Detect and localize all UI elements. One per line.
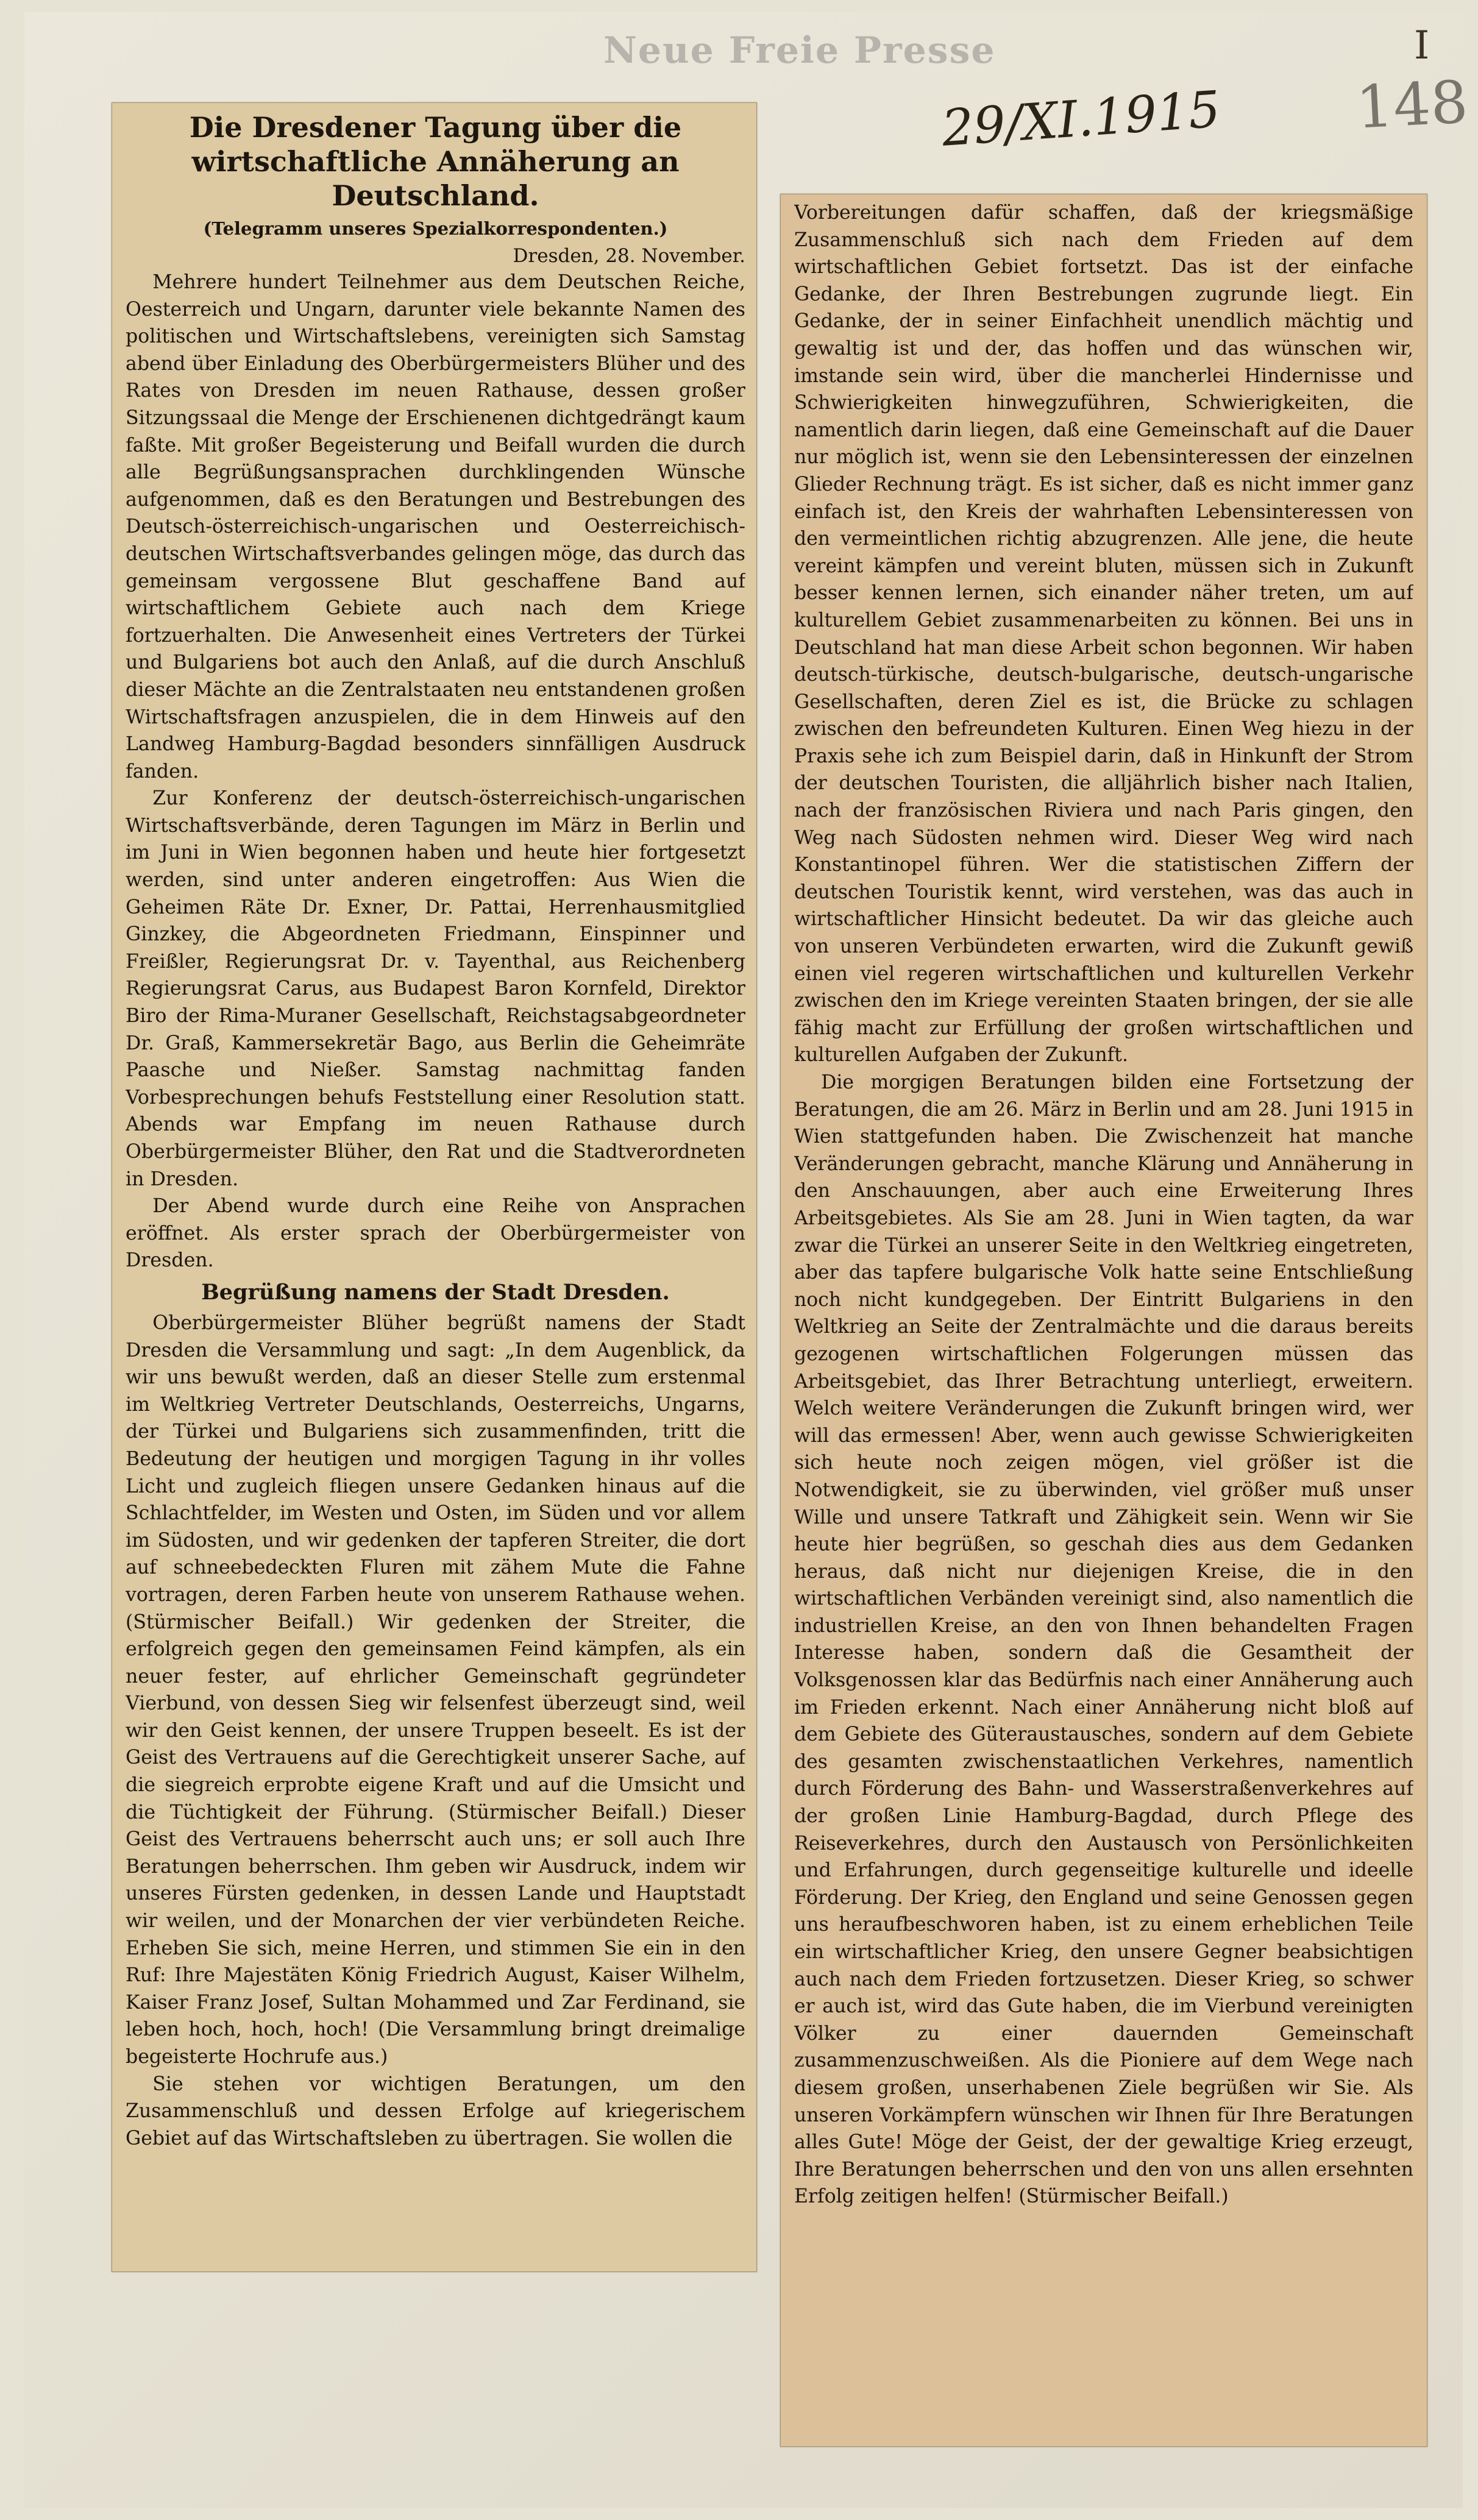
clipping-left-column	[112, 102, 757, 2272]
paragraph: Der Abend wurde durch eine Reihe von Ansprachen eröffnet. Als erster sprach der Oberbürgermeister von Dresden.	[126, 1195, 745, 1272]
article-dateline: Dresden, 28. November.	[513, 245, 745, 267]
paragraph: Sie stehen vor wichtigen Beratungen, um den Zusammenschluß und dessen Erfolge auf kriegerischem Gebiet auf das Wirtschaftsleben zu übertragen. Sie wollen die	[126, 2073, 745, 2149]
handwritten-roman-numeral: I	[1414, 23, 1430, 68]
newspaper-stamp: Neue Freie Presse	[603, 29, 996, 72]
paragraph: Zur Konferenz der deutsch-österreichisch-ungarischen Wirtschaftsverbände, deren Tagungen im März in Berlin und im Juni in Wien begonnen haben und heute hier fortgesetzt werden, sind unter anderen eingetroffen: Aus Wien die Geheimen Räte Dr. Exner, Dr. Pattai, Herrenhausmitglied Ginzkey, die Abgeordneten Friedmann, Einspinner und Freißler, Regierungsrat Dr. v. Tayenthal, aus Reichenberg Regierungsrat Carus, aus Budapest Baron Kornfeld, Direktor Biro der Rima-Muraner Gesellschaft, Reichstagsabgeordneter Dr. Graß, Kammersekretär Bago, aus Berlin die Geheimräte Paasche und Nießer. Samstag nachmittag fanden Vorbesprechungen behufs Feststellung einer Resolution statt. Abends war Empfang im neuen Rathause durch Oberbürgermeister Blüher, den Rat und die Stadtverordneten in Dresden.	[126, 787, 745, 1190]
article-subtitle: (Telegramm unseres Spezialkorrespondenten.)	[203, 218, 668, 239]
section-heading: Begrüßung namens der Stadt Dresden.	[201, 1279, 670, 1305]
clipping-right-column	[780, 194, 1427, 2447]
handwritten-page-number: 148	[1354, 68, 1470, 142]
right-column-content	[794, 199, 1413, 2439]
handwritten-date: 29/XI.1915	[940, 80, 1223, 158]
paragraph: Oberbürgermeister Blüher begrüßt namens der Stadt Dresden die Versammlung und sagt: „In dem Augenblick, da wir uns bewußt werden, daß an dieser Stelle zum erstenmal im Weltkrieg Vertreter Deutschlands, Oesterreichs, Ungarns, der Türkei und Bulgariens sich zusammenfinden, tritt die Bedeutung der heutigen und morgigen Tagung in ihr volles Licht und zugleich fliegen unsere Gedanken hinaus auf die Schlachtfelder, im Westen und Osten, im Süden und vor allem im Südosten, und wir gedenken der tapferen Streiter, die dort auf schneebedeckten Fluren mit zähem Mute die Fahne vortragen, deren Farben heute von unserem Rathause wehen. (Stürmischer Beifall.) Wir gedenken der Streiter, die erfolgreich gegen den gemeinsamen Feind kämpfen, als ein neuer fester, auf ehrlicher Gemeinschaft gegründeter Vierbund, von dessen Sieg wir felsenfest überzeugt sind, weil wir den Geist kennen, der unsere Truppen beseelt. Es ist der Geist des Vertrauens auf die Gerechtigkeit unserer Sache, auf die siegreich erprobte eigene Kraft und auf die Umsicht und die Tüchtigkeit der Führung. (Stürmischer Beifall.) Dieser Geist des Vertrauens beherrscht auch uns; er soll auch Ihre Beratungen beherrschen. Ihm geben wir Ausdruck, indem wir unseres Fürsten gedenken, in dessen Lande und Hauptstadt wir weilen, und der Monarchen der vier verbündeten Reiche. Erheben Sie sich, meine Herren, und stimmen Sie ein in den Ruf: Ihre Majestäten König Friedrich August, Kaiser Wilhelm, Kaiser Franz Josef, Sultan Mohammed und Zar Ferdinand, sie leben hoch, hoch, hoch! (Die Versammlung bringt dreimalige begeisterte Hochrufe aus.)	[126, 1311, 745, 2068]
paragraph: Die morgigen Beratungen bilden eine Fortsetzung der Beratungen, die am 26. März in Berlin und am 28. Juni 1915 in Wien stattgefunden haben. Die Zwischenzeit hat manche Veränderungen gebracht, manche Klärung und Annäherung in den Anschauungen, aber auch eine Erweiterung Ihres Arbeitsgebietes. Als Sie am 28. Juni in Wien tagten, da war zwar die Türkei an unserer Seite in den Weltkrieg eingetreten, aber das tapfere bulgarische Volk hatte seine Entschließung noch nicht kundgegeben. Der Eintritt Bulgariens in den Weltkrieg an Seite der Zentralmächte und die daraus bereits gezogenen wirtschaftlichen Folgerungen müssen das Arbeitsgebiet, das Ihrer Betrachtung unterliegt, erweitern. Welch weitere Veränderungen die Zukunft bringen wird, wer will das ermessen! Aber, wenn auch gewisse Schwierigkeiten sich heute noch zeigen mögen, viel größer ist die Notwendigkeit, sie zu überwinden, viel größer muß unser Wille und unsere Tatkraft und Zähigkeit sein. Wenn wir Sie heute hier begrüßen, so geschah dies aus dem Gedanken heraus, daß nicht nur diejenigen Kreise, die in den wirtschaftlichen Verbänden vereinigt sind, also namentlich die industriellen Kreise, an den von Ihnen behandelten Fragen Interesse haben, sondern daß die Gesamtheit der Volksgenossen klar das Bedürfnis nach einer Annäherung auch im Frieden erkennt. Nach einer Annäherung nicht bloß auf dem Gebiete des Güteraustausches, sondern auf dem Gebiete des gesamten zwischenstaatlichen Verkehres, namentlich durch Förderung des Bahn- und Wasserstraßenverkehres auf der großen Linie Hamburg-Bagdad, durch Pflege des Reiseverkehres, durch den Austausch von Persönlichkeiten und Erfahrungen, durch gegenseitige kulturelle und ideelle Förderung. Der Krieg, den England und seine Genossen gegen uns heraufbeschworen haben, ist zu einem erheblichen Teile ein wirtschaftlicher Krieg, den unsere Gegner beabsichtigen auch nach dem Frieden fortzusetzen. Dieser Krieg, so schwer er auch ist, wird das Gute haben, die im Vierbund vereinigten Völker zu einer dauernden Gemeinschaft zusammenzuschweißen. Als die Pioniere auf dem Wege nach diesem großen, unserhabenen Ziele begrüßen wir Sie. Als unseren Vorkämpfern wünschen wir Ihnen für Ihre Beratungen alles Gute! Möge der Geist, der der gewaltige Krieg erzeugt, Ihre Beratungen beherrschen und den von uns allen ersehnten Erfolg zeitigen helfen! (Stürmischer Beifall.)	[794, 1071, 1413, 2208]
left-column-content	[126, 110, 745, 2265]
paragraph: Mehrere hundert Teilnehmer aus dem Deutschen Reiche, Oesterreich und Ungarn, darunter viele bekannte Namen des politischen und Wirtschaftslebens, vereinigten sich Samstag abend über Einladung des Oberbürgermeisters Blüher und des Rates von Dresden im neuen Rathause, dessen großer Sitzungssaal die Menge der Erschienenen dichtgedrängt kaum faßte. Mit großer Begeisterung und Beifall wurden die durch alle Begrüßungsansprachen durchklingenden Wünsche aufgenommen, daß es den Beratungen und Bestrebungen des Deutsch-österreichisch-ungarischen und Oesterreichisch-deutschen Wirtschaftsverbandes gelingen möge, das durch das gemeinsam vergossene Blut geschaffene Band auf wirtschaftlichem Gebiete auch nach dem Kriege fortzuerhalten. Die Anwesenheit eines Vertreters der Türkei und Bulgariens bot auch den Anlaß, auf die durch Anschluß dieser Mächte an die Zentralstaaten neu entstandenen großen Wirtschaftsfragen anzuspielen, die in dem Hinweis auf den Landweg Hamburg-Bagdad besonders sinnfälligen Ausdruck fanden.	[126, 271, 745, 783]
article-title: Die Dresdener Tagung über die wirtschaftliche Annäherung an Deutschland.	[189, 111, 682, 212]
paragraph: Vorbereitungen dafür schaffen, daß der kriegsmäßige Zusammenschluß sich nach dem Frieden auf dem wirtschaftlichen Gebiet fortsetzt. Das ist der einfache Gedanke, der Ihren Bestrebungen zugrunde liegt. Ein Gedanke, der in seiner Einfachheit unendlich mächtig und gewaltig ist und der, das hoffen und das wünschen wir, imstande sein wird, über die mancherlei Hindernisse und Schwierigkeiten hinwegzuführen, Schwierigkeiten, die namentlich darin liegen, daß eine Gemeinschaft auf die Dauer nur möglich ist, wenn sie den Lebensinteressen der einzelnen Glieder Rechnung trägt. Es ist sicher, daß es nicht immer ganz einfach ist, den Kreis der wahrhaften Lebensinteressen von den vermeintlichen richtig abzugrenzen. Alle jene, die heute vereint kämpfen und vereint bluten, müssen sich in Zukunft besser kennen lernen, sich einander näher treten, um auf kulturellem Gebiet zusammenarbeiten zu können. Bei uns in Deutschland hat man diese Arbeit schon begonnen. Wir haben deutsch-türkische, deutsch-bulgarische, deutsch-ungarische Gesellschaften, deren Ziel es ist, die Brücke zu schlagen zwischen den befreundeten Kulturen. Einen Weg hiezu in der Praxis sehe ich zum Beispiel darin, daß in Hinkunft der Strom der deutschen Touristen, die alljährlich bisher nach Italien, nach der französischen Riviera und nach Paris gingen, den Weg nach Südosten nehmen wird. Dieser Weg wird nach Konstantinopel führen. Wer die statistischen Ziffern der deutschen Touristik kennt, wird verstehen, was das auch in wirtschaftlicher Hinsicht bedeutet. Da wir das gleiche auch von unseren Verbündeten erwarten, wird die Zukunft gewiß einen viel regeren wirtschaftlichen und kulturellen Verkehr zwischen den im Kriege vereinten Staaten bringen, der sie alle fähig macht zur Erfüllung der großen wirtschaftlichen und kulturellen Aufgaben der Zukunft.	[794, 202, 1413, 1067]
